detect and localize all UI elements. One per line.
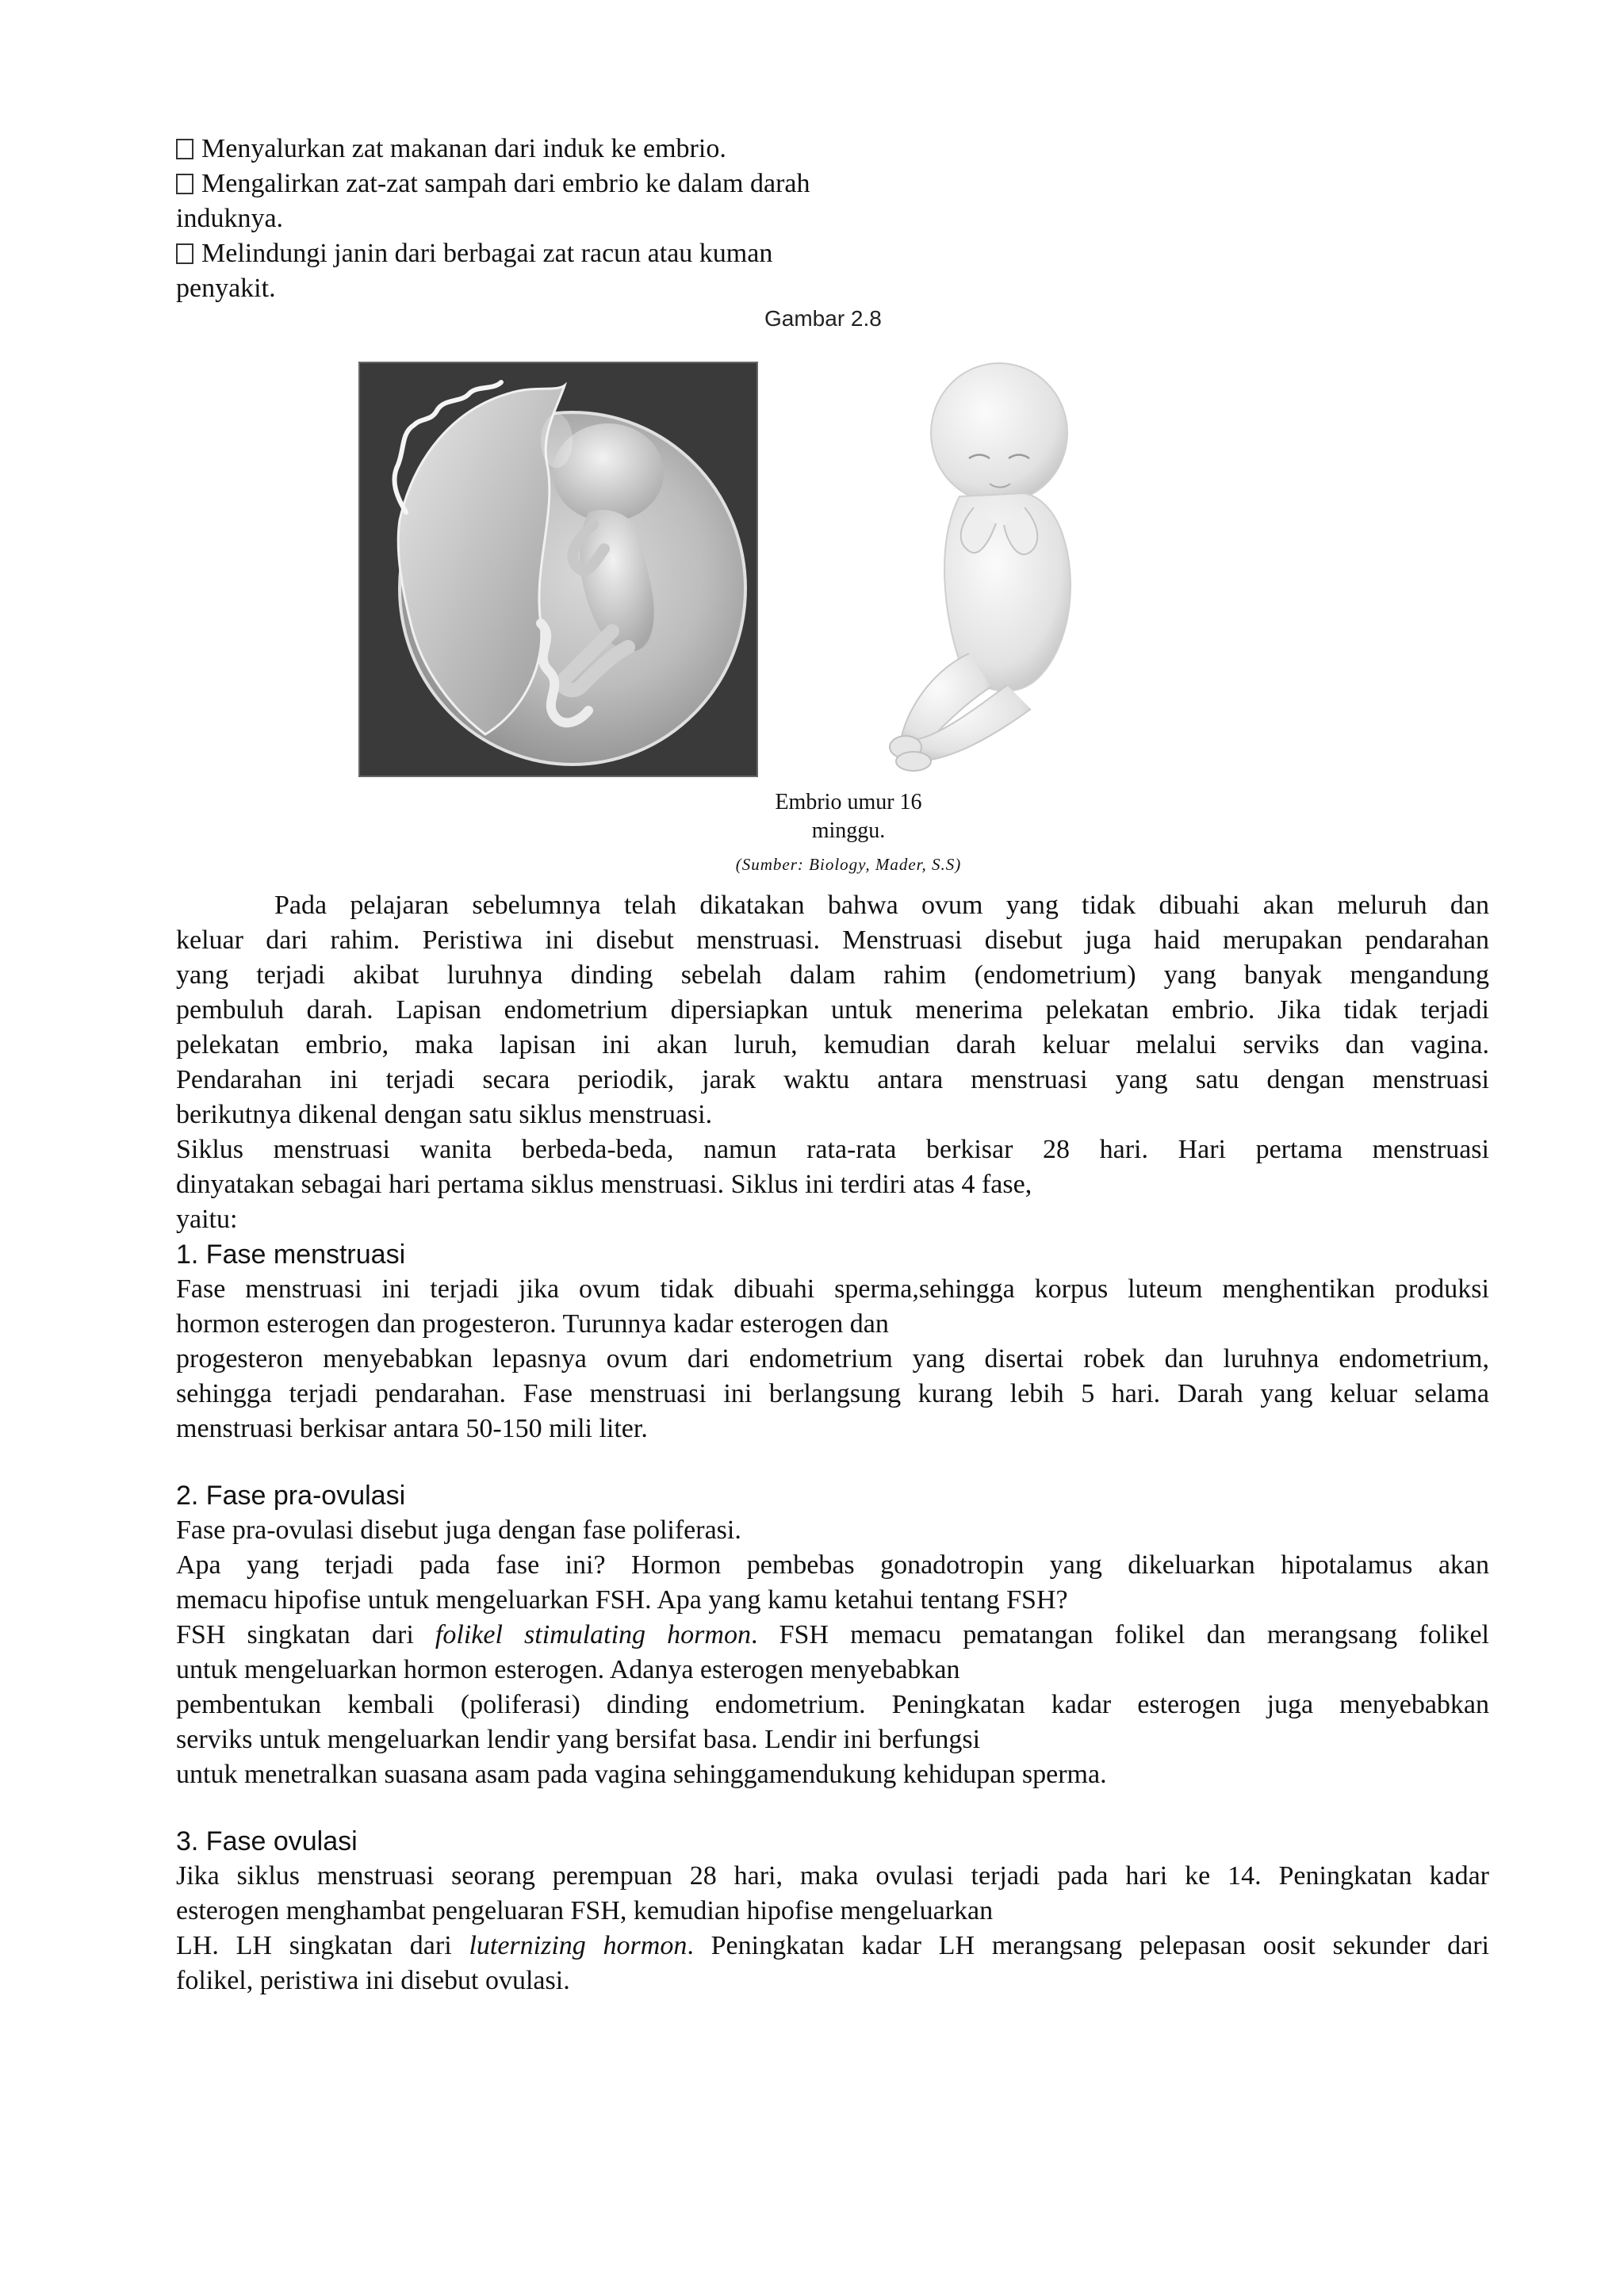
list-item: Menyalurkan zat makanan dari induk ke embrio.: [176, 132, 921, 167]
figure-caption: Embrio umur 16 minggu.: [775, 790, 922, 843]
embryo-photo: [358, 362, 758, 777]
missing-glyph-icon: [176, 174, 193, 194]
list-item: Melindungi janin dari berbagai zat racun atau kuman: [176, 236, 921, 271]
section-body-pra-ovulasi: Fase pra-ovulasi disebut juga dengan fase poliferasi. Apa yang terjadi pada fase ini? Hormon pembebas gonadotropin yang dikeluarkan hipotalamus akan memacu hipofise untuk mengeluarkan FSH. Apa yang kamu ketahui tentang FSH? FSH singkatan dari folikel stimulating hormon. FSH memacu pematangan folikel dan merangsang folikel untuk mengeluarkan hormon esterogen. Adanya esterogen menyebabkan pembentukan kembali (poliferasi) dinding endometrium. Peningkatan kadar esterogen juga menyebabkan serviks untuk mengeluarkan lendir yang bersifat basa. Lendir ini berfungsi untuk menetralkan suasana asam pada vagina sehinggamendukung kehidupan sperma.: [176, 1515, 1489, 1789]
list-item-continuation: induknya.: [176, 204, 284, 233]
lh-term: luternizing hormon: [469, 1931, 688, 1960]
intro-paragraph: Pada pelajaran sebelumnya telah dikatakan bahwa ovum yang tidak dibuahi akan meluruh dan keluar dari rahim. Peristiwa ini disebut menstruasi. Menstruasi disebut juga haid merupakan pendarahan yang terjadi akibat luruhnya dinding sebelah dalam rahim (endometrium) yang banyak mengandung pembuluh darah. Lapisan endometrium dipersiapkan untuk menerima pelekatan embrio. Jika tidak terjadi pelekatan embrio, maka lapisan ini akan luruh, kemudian darah keluar melalui serviks dan vagina. Pendarahan ini terjadi secara periodik, jarak waktu antara menstruasi yang satu dengan menstruasi berikutnya dikenal dengan satu siklus menstruasi. Siklus menstruasi wanita berbeda-beda, namun rata-rata berkisar 28 hari. Hari pertama menstruasi dinyatakan sebagai hari pertama siklus menstruasi. Siklus ini terdiri atas 4 fase, yaitu:: [176, 891, 1489, 1234]
missing-glyph-icon: [176, 243, 193, 264]
section-body-menstruasi: Fase menstruasi ini terjadi jika ovum tidak dibuahi sperma,sehingga korpus luteum menghentikan produksi hormon esterogen dan progesteron. Turunnya kadar esterogen dan progesteron menyebabkan lepasnya ovum dari endometrium yang disertai robek dan luruhnya endometrium, sehingga terjadi pendarahan. Fase menstruasi ini berlangsung kurang lebih 5 hari. Darah yang keluar selama menstruasi berkisar antara 50-150 mili liter.: [176, 1274, 1489, 1443]
fsh-definition-line: FSH singkatan dari folikel stimulating hormon. FSH memacu pematangan folikel dan merangsang folikel: [176, 1620, 1489, 1649]
section-heading-pra-ovulasi: 2. Fase pra-ovulasi: [176, 1481, 406, 1511]
list-item: Mengalirkan zat-zat sampah dari embrio ke dalam darah: [176, 167, 921, 201]
figure-source: (Sumber: Biology, Mader, S.S): [735, 855, 962, 874]
fsh-term: folikel stimulating hormon: [435, 1620, 751, 1649]
missing-glyph-icon: [176, 139, 193, 159]
section-heading-ovulasi: 3. Fase ovulasi: [176, 1826, 358, 1856]
fetus-illustration: [880, 360, 1118, 780]
list-item-continuation: penyakit.: [176, 274, 276, 303]
section-heading-menstruasi: 1. Fase menstruasi: [176, 1239, 406, 1270]
lh-definition-line: LH. LH singkatan dari luternizing hormon. Peningkatan kadar LH merangsang pelepasan oosit sekunder dari: [176, 1931, 1490, 1960]
placenta-function-list: [176, 132, 921, 306]
figure-label: Gambar 2.8: [764, 306, 882, 331]
section-body-ovulasi: Jika siklus menstruasi seorang perempuan 28 hari, maka ovulasi terjadi pada hari ke 14. Peningkatan kadar esterogen menghambat pengeluaran FSH, kemudian hipofise mengeluarkan LH. LH singkatan dari luternizing hormon. Peningkatan kadar LH merangsang pelepasan oosit sekunder dari folikel, peristiwa ini disebut ovulasi.: [176, 1861, 1490, 1995]
